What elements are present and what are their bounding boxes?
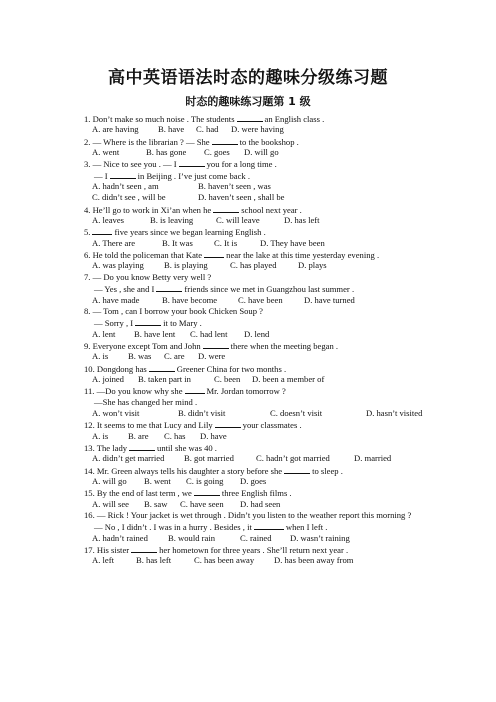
option-b[interactable]: B. went <box>144 476 171 486</box>
question-text: school next year . <box>241 204 302 215</box>
option-d[interactable]: D. wasn’t raining <box>290 532 350 543</box>
option-c[interactable]: C. been <box>214 373 241 384</box>
option-b[interactable]: B. haven’t seen , was <box>198 181 271 192</box>
option-c[interactable]: C. It is <box>214 237 238 248</box>
option-d[interactable]: D. have <box>200 430 227 441</box>
option-b[interactable]: B. are <box>128 430 149 441</box>
option-b[interactable]: B. has gone <box>146 147 187 158</box>
option-b[interactable]: B. saw <box>144 498 168 509</box>
answer-blank[interactable] <box>156 283 182 292</box>
option-a[interactable]: A. will go <box>92 476 127 486</box>
question-text: Greener China for two months . <box>176 363 287 374</box>
answer-blank[interactable] <box>212 136 238 145</box>
option-d[interactable]: D. goes <box>240 476 267 486</box>
question-text: — Yes , she and I <box>94 284 155 295</box>
answer-blank[interactable] <box>254 521 284 530</box>
options-12 <box>84 431 484 442</box>
question-11-continued <box>84 397 484 408</box>
question-text: —She has changed her mind . <box>94 396 198 407</box>
options-6 <box>84 260 484 271</box>
option-b[interactable]: B. didn’t visit <box>178 407 226 418</box>
option-c[interactable]: C. had <box>196 124 219 135</box>
options-3a <box>84 181 484 192</box>
option-b[interactable]: B. It was <box>162 237 193 248</box>
options-2 <box>84 147 484 158</box>
question-17 <box>84 544 484 555</box>
option-d[interactable]: D. has been away from <box>274 555 354 566</box>
question-text: three English films . <box>221 488 292 499</box>
option-c[interactable]: C. have been <box>238 294 283 305</box>
option-a[interactable]: A. lent <box>92 328 116 339</box>
option-d[interactable]: D. were having <box>231 124 284 135</box>
option-b[interactable]: B. have <box>158 124 185 135</box>
options-17 <box>84 555 484 566</box>
question-14 <box>84 465 484 476</box>
options-14 <box>84 476 484 487</box>
option-d[interactable]: D. hasn’t visited <box>366 407 423 418</box>
answer-blank[interactable] <box>92 226 112 235</box>
question-text: 7. — Do you know Betty very well ? <box>84 271 212 282</box>
question-text: 11. —Do you know why she <box>84 386 183 397</box>
options-3b <box>84 192 484 203</box>
question-6 <box>84 249 484 260</box>
option-a[interactable]: A. is <box>92 430 109 441</box>
question-text: friends since we met in Guangzhou last summer . <box>184 284 355 295</box>
answer-blank[interactable] <box>185 385 205 394</box>
question-text: in Beijing . I’ve just come back . <box>137 170 251 181</box>
question-12 <box>84 419 484 430</box>
question-text: you for a long time . <box>206 159 277 170</box>
option-b[interactable]: B. is playing <box>164 260 208 271</box>
options-16 <box>84 533 484 544</box>
option-a[interactable]: A. left <box>92 555 114 566</box>
option-b[interactable]: B. was <box>128 351 152 362</box>
option-a[interactable]: A. hadn’t seen , am <box>92 181 159 192</box>
question-text: 3. — Nice to see you . — I <box>84 159 177 170</box>
question-text: it to Mary . <box>163 318 202 329</box>
question-list <box>84 113 484 567</box>
option-c[interactable]: C. goes <box>204 147 230 158</box>
answer-blank[interactable] <box>213 204 239 213</box>
question-8 <box>84 306 484 317</box>
answer-blank[interactable] <box>179 158 205 167</box>
option-c[interactable]: C. hadn’t got married <box>256 453 330 464</box>
option-a[interactable]: A. leaves <box>92 215 124 226</box>
question-text: to sleep . <box>312 465 343 476</box>
option-c[interactable]: C. doesn’t visit <box>270 407 323 418</box>
question-5 <box>84 226 484 237</box>
question-text: to the bookshop . <box>239 136 299 147</box>
option-d[interactable]: D. married <box>354 453 392 464</box>
question-8-continued <box>84 317 484 328</box>
options-13 <box>84 453 484 464</box>
options-10 <box>84 374 484 385</box>
answer-blank[interactable] <box>135 317 161 326</box>
option-d[interactable]: D. will go <box>244 147 279 158</box>
option-d[interactable]: D. has left <box>284 215 320 226</box>
question-15 <box>84 487 484 498</box>
question-text: 14. Mr. Green always tells his daughter a story before she <box>84 465 283 476</box>
question-3 <box>84 158 484 169</box>
options-9 <box>84 351 484 362</box>
option-d[interactable]: D. have turned <box>304 294 355 305</box>
question-text: 4. He’ll go to work in Xi’an when he <box>84 204 212 215</box>
option-c[interactable]: C. has played <box>230 260 277 271</box>
question-text: there when the meeting began . <box>230 340 339 351</box>
option-a[interactable]: A. have made <box>92 294 140 305</box>
question-text: five years since we began learning English . <box>114 227 266 238</box>
question-text: 12. It seems to me that Lucy and Lily <box>84 420 213 431</box>
options-4 <box>84 215 484 226</box>
option-d[interactable]: D. had seen <box>240 498 281 509</box>
option-c[interactable]: C. rained <box>240 532 272 543</box>
question-9 <box>84 340 484 351</box>
answer-blank[interactable] <box>149 363 175 372</box>
answer-blank[interactable] <box>284 465 310 474</box>
document-subtitle: 时态的趣味练习题第 1 级 <box>185 95 311 108</box>
question-1 <box>84 113 484 124</box>
options-1 <box>84 124 484 135</box>
question-text: when I left . <box>285 522 328 533</box>
question-text: an English class . <box>264 114 325 124</box>
option-b[interactable]: B. have lent <box>134 328 176 339</box>
option-c[interactable]: C. have seen <box>180 498 224 509</box>
question-10 <box>84 363 484 374</box>
answer-blank[interactable] <box>194 487 220 496</box>
option-b[interactable]: B. got married <box>184 453 234 464</box>
question-16 <box>84 510 484 521</box>
option-d[interactable]: D. lend <box>244 328 270 339</box>
question-text: 2. — Where is the librarian ? — She <box>84 136 210 147</box>
answer-blank[interactable] <box>215 419 241 428</box>
question-text: 9. Everyone except Tom and John <box>84 340 201 351</box>
question-13 <box>84 442 484 453</box>
option-a[interactable]: A. joined <box>92 373 124 384</box>
question-text: until she was 40 . <box>157 442 217 453</box>
option-d[interactable]: D. They have been <box>260 237 325 248</box>
option-c[interactable]: C. had lent <box>190 328 228 339</box>
option-c[interactable]: C. has been away <box>194 555 255 566</box>
question-text: 17. His sister <box>84 545 130 556</box>
option-b[interactable]: B. would rain <box>168 532 216 543</box>
options-8 <box>84 329 484 340</box>
question-text: — Sorry , I <box>94 318 134 329</box>
option-c[interactable]: C. is going <box>186 476 224 486</box>
option-b[interactable]: B. has left <box>136 555 172 566</box>
option-d[interactable]: D. were <box>198 351 226 362</box>
question-3-continued <box>84 170 484 181</box>
option-b[interactable]: B. is leaving <box>150 215 194 226</box>
question-text: 10. Dongdong has <box>84 363 147 374</box>
option-a[interactable]: A. are having <box>92 124 139 135</box>
question-text: 13. The lady <box>84 442 128 453</box>
option-a[interactable]: A. hadn’t rained <box>92 532 148 543</box>
question-text: 15. By the end of last term , we <box>84 488 192 499</box>
question-text: your classmates . <box>242 420 302 431</box>
question-7 <box>84 272 484 283</box>
option-a[interactable]: A. will see <box>92 498 129 509</box>
question-text: — I <box>94 170 108 181</box>
options-7 <box>84 295 484 306</box>
option-c[interactable]: C. has <box>164 430 186 441</box>
question-text: near the lake at this time yesterday evening . <box>226 250 380 261</box>
option-a[interactable]: A. didn’t get married <box>92 453 165 464</box>
options-11 <box>84 408 484 419</box>
answer-blank[interactable] <box>203 340 229 349</box>
question-text: 1. Don’t make so much noise . The students <box>84 114 235 124</box>
options-15 <box>84 499 484 510</box>
question-16-continued <box>84 521 484 532</box>
question-11 <box>84 385 484 396</box>
option-c[interactable]: C. are <box>164 351 185 362</box>
question-text: her hometown for three years . She’ll return next year . <box>159 545 349 556</box>
answer-blank[interactable] <box>129 442 155 451</box>
option-b[interactable]: B. have become <box>162 294 218 305</box>
answer-blank[interactable] <box>110 170 136 179</box>
question-text: 6. He told the policeman that Kate <box>84 250 203 261</box>
option-d[interactable]: D. plays <box>298 260 327 271</box>
option-a[interactable]: A. won’t visit <box>92 407 140 418</box>
option-a[interactable]: A. was playing <box>92 260 144 271</box>
answer-blank[interactable] <box>237 113 263 122</box>
option-a[interactable]: A. is <box>92 351 109 362</box>
option-a[interactable]: A. There are <box>92 237 136 248</box>
question-text: Mr. Jordan tomorrow ? <box>206 386 286 397</box>
question-2 <box>84 136 484 147</box>
answer-blank[interactable] <box>204 249 224 258</box>
question-text: 5. <box>84 227 91 238</box>
options-5 <box>84 238 484 249</box>
option-d[interactable]: D. haven’t seen , shall be <box>198 192 285 203</box>
option-a[interactable]: A. went <box>92 147 120 158</box>
option-d[interactable]: D. been a member of <box>252 373 325 384</box>
option-c[interactable]: C. didn’t see , will be <box>92 192 166 203</box>
question-text: 8. — Tom , can I borrow your book Chicken Soup ? <box>84 305 263 316</box>
question-7-continued <box>84 283 484 294</box>
question-text: 16. — Rick ! Your jacket is wet through . Didn’t you listen to the weather report this morning ? <box>84 510 412 521</box>
option-c[interactable]: C. will leave <box>216 215 260 226</box>
document-title: 高中英语语法时态的趣味分级练习题 <box>108 68 388 88</box>
question-text: — No , I didn’t . I was in a hurry . Besides , it <box>94 522 252 533</box>
question-4 <box>84 204 484 215</box>
option-b[interactable]: B. taken part in <box>138 373 191 384</box>
answer-blank[interactable] <box>131 544 157 553</box>
